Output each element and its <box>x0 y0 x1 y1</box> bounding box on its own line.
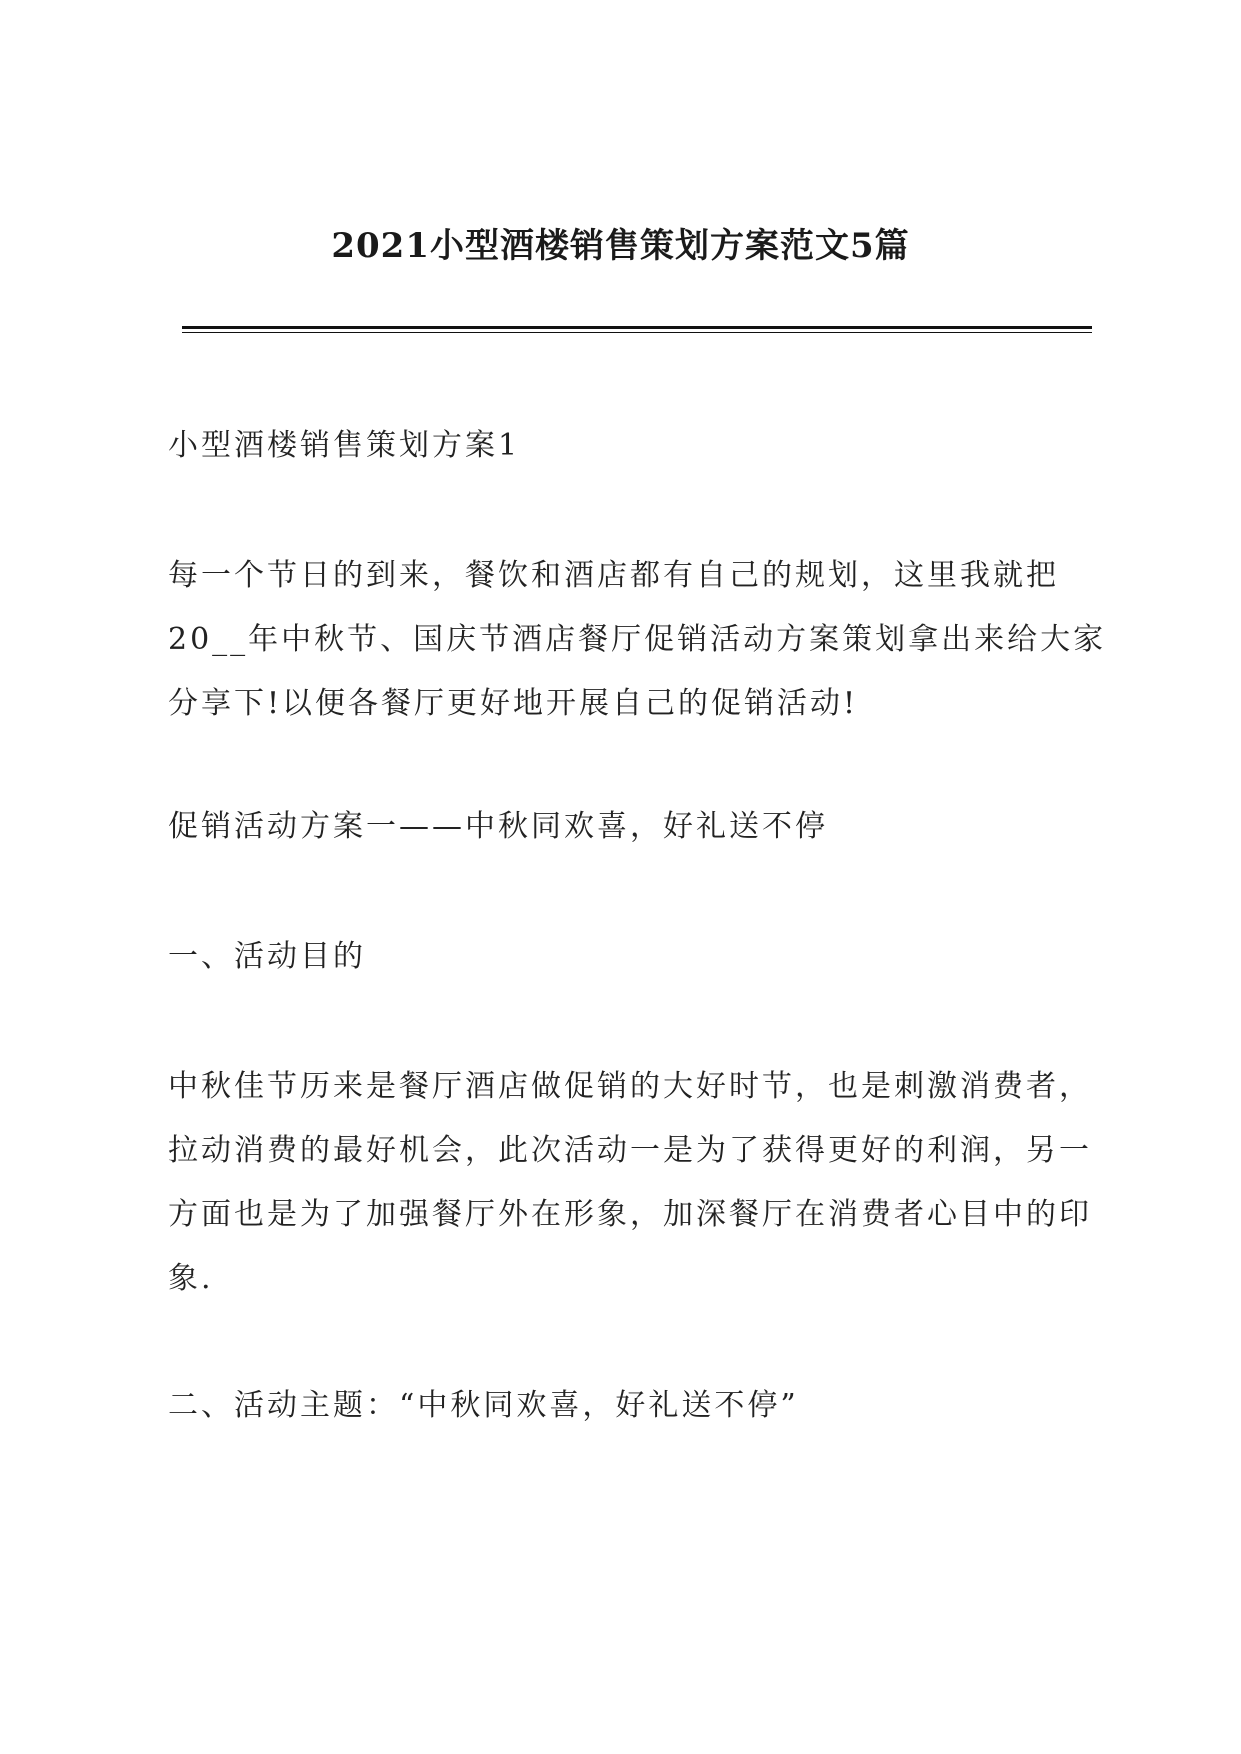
purpose-line-4: 象. <box>168 1261 214 1296</box>
purpose-line-1: 中秋佳节历来是餐厅酒店做促销的大好时节，也是刺激消费者， <box>168 1069 1092 1104</box>
purpose-line-2: 拉动消费的最好机会，此次活动一是为了获得更好的利润，另一 <box>168 1133 1092 1168</box>
title-rule-thick <box>182 326 1092 329</box>
purpose-line-3: 方面也是为了加强餐厅外在形象，加深餐厅在消费者心目中的印 <box>168 1197 1092 1232</box>
intro-line-2: 20__年中秋节、国庆节酒店餐厅促销活动方案策划拿出来给大家 <box>168 622 1107 657</box>
document-title: 2021小型酒楼销售策划方案范文5篇 <box>331 226 910 266</box>
title-rule-thin <box>182 332 1092 333</box>
plan-heading: 促销活动方案一——中秋同欢喜，好礼送不停 <box>168 809 828 844</box>
intro-paragraph <box>168 544 1107 736</box>
intro-line-1: 每一个节日的到来，餐饮和酒店都有自己的规划，这里我就把 <box>168 558 1059 593</box>
theme-heading: 二、活动主题：“中秋同欢喜，好礼送不停” <box>168 1388 799 1423</box>
intro-line-3: 分享下!以便各餐厅更好地开展自己的促销活动! <box>168 686 859 721</box>
purpose-paragraph <box>168 1055 1093 1311</box>
section-heading: 小型酒楼销售策划方案1 <box>168 428 521 463</box>
purpose-heading: 一、活动目的 <box>168 939 366 974</box>
